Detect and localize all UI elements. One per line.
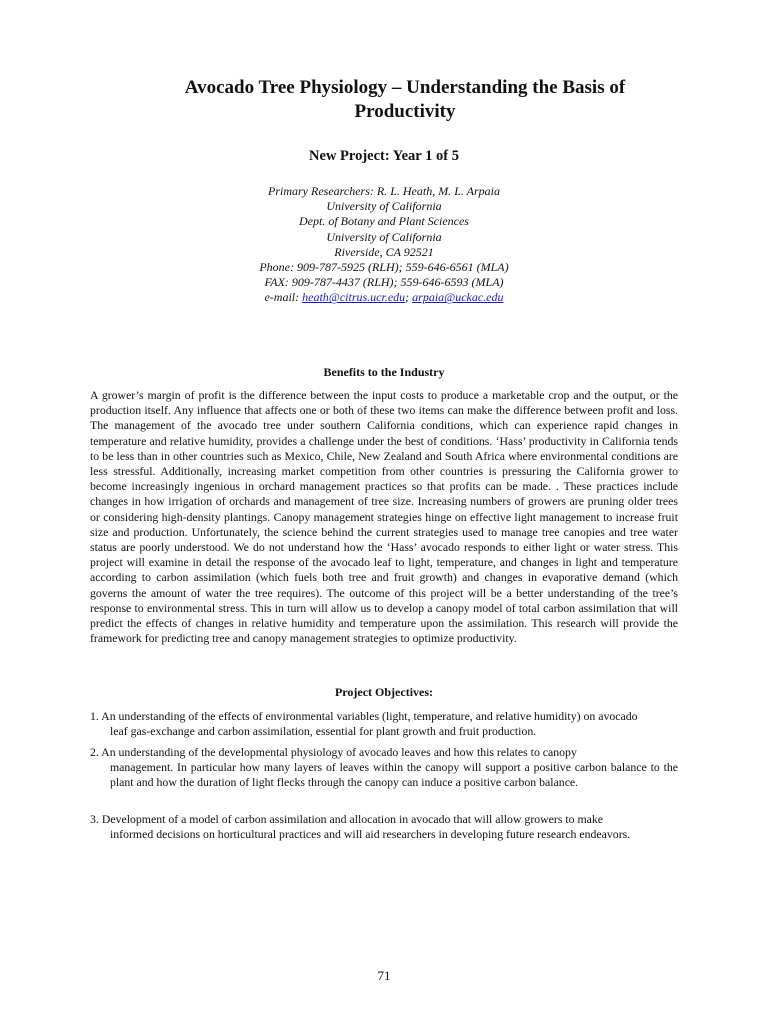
objectives-heading: Project Objectives: xyxy=(334,685,434,699)
primary-researchers: Primary Researchers: R. L. Heath, M. L. Arpaia xyxy=(268,184,500,198)
objective-first-line: An understanding of the developmental physiology of avocado leaves and how this relates to canopy xyxy=(101,745,577,759)
benefits-heading: Benefits to the Industry xyxy=(323,365,445,379)
objective-number: 3. xyxy=(90,812,99,826)
objective-item xyxy=(90,812,678,842)
university-line: University of California xyxy=(326,199,442,214)
email-link-arpaia[interactable]: arpaia@uckac.edu xyxy=(412,290,504,305)
researcher-info xyxy=(200,184,568,306)
objective-first-line: An understanding of the effects of environmental variables (light, temperature, and relative humidity) on avocado xyxy=(101,709,638,723)
objective-continuation: management. In particular how many layers of leaves within the canopy will support a positive carbon balance to the plant and how the duration of light flecks through the canopy can induce a positive carbon balance. xyxy=(110,760,678,790)
objective-item xyxy=(90,709,678,739)
phone-line: Phone: 909-787-5925 (RLH); 559-646-6561 (MLA) xyxy=(259,260,509,275)
objective-number: 2. xyxy=(90,745,99,759)
title-line-2: Productivity xyxy=(354,101,456,122)
university-line: University of California xyxy=(326,229,442,244)
email-label: e-mail: xyxy=(264,290,303,305)
fax-line: FAX: 909-787-4437 (RLH); 559-646-6593 (MLA) xyxy=(264,275,504,290)
project-subtitle: New Project: Year 1 of 5 xyxy=(309,148,459,164)
email-link-heath[interactable]: heath@citrus.ucr.edu xyxy=(302,290,406,305)
page-title xyxy=(150,76,660,124)
objective-continuation: informed decisions on horticultural practices and will aid researchers in developing future research endeavors. xyxy=(110,827,631,842)
city-line: Riverside, CA 92521 xyxy=(334,244,434,259)
email-separator: ; xyxy=(405,290,413,305)
objective-continuation: leaf gas-exchange and carbon assimilation, essential for plant growth and fruit production. xyxy=(110,724,537,739)
objective-number: 1. xyxy=(90,709,99,723)
title-line-1: Avocado Tree Physiology – Understanding the Basis of xyxy=(184,77,626,98)
email-line xyxy=(200,290,568,305)
benefits-paragraph: A grower’s margin of profit is the difference between the input costs to produce a marketable crop and the output, or the production itself. Any influence that affects one or both of these two items can make the difference between profit and loss. The management of the avocado tree under southern California conditions, which can experience rapid changes in temperature and relative humidity, provides a challenge under the best of conditions. ‘Hass’ productivity in California tends to be less than in other countries such as Mexico, Chile, New Zealand and South Africa where environmental conditions are less stressful. Additionally, increasing market competition from other countries is pressuring the California grower to become increasingly ingenious in orchard management practices so that profits can be made. . These practices include changes in how irrigation of orchards and management of tree size. Increasing numbers of growers are pruning older trees or considering high-density plantings. Canopy management strategies hinge on effective light management to increase fruit size and production. Unfortunately, the science behind the current strategies used to manage tree canopies and tree water status are poorly understood. We do not understand how the ‘Hass’ avocado responds to either light or water stress. This project will examine in detail the response of the avocado leaf to light, temperature, and changes in light and temperature according to carbon assimilation (which fuels both tree and fruit growth) and changes in evaporative demand (which governs the amount of water the tree requires). The outcome of this project will be a better understanding of the tree’s response to environmental stress. This in turn will allow us to develop a canopy model of total carbon assimilation that will predict the effects of changes in relative humidity and temperature upon the assimilation. This research will provide the framework for predicting tree and canopy management strategies to optimize productivity. xyxy=(90,388,678,646)
objective-first-line: Development of a model of carbon assimilation and allocation in avocado that will allow growers to make xyxy=(101,812,604,826)
department-line: Dept. of Botany and Plant Sciences xyxy=(299,214,469,229)
page-number: 71 xyxy=(377,968,391,983)
objective-item xyxy=(90,745,678,791)
